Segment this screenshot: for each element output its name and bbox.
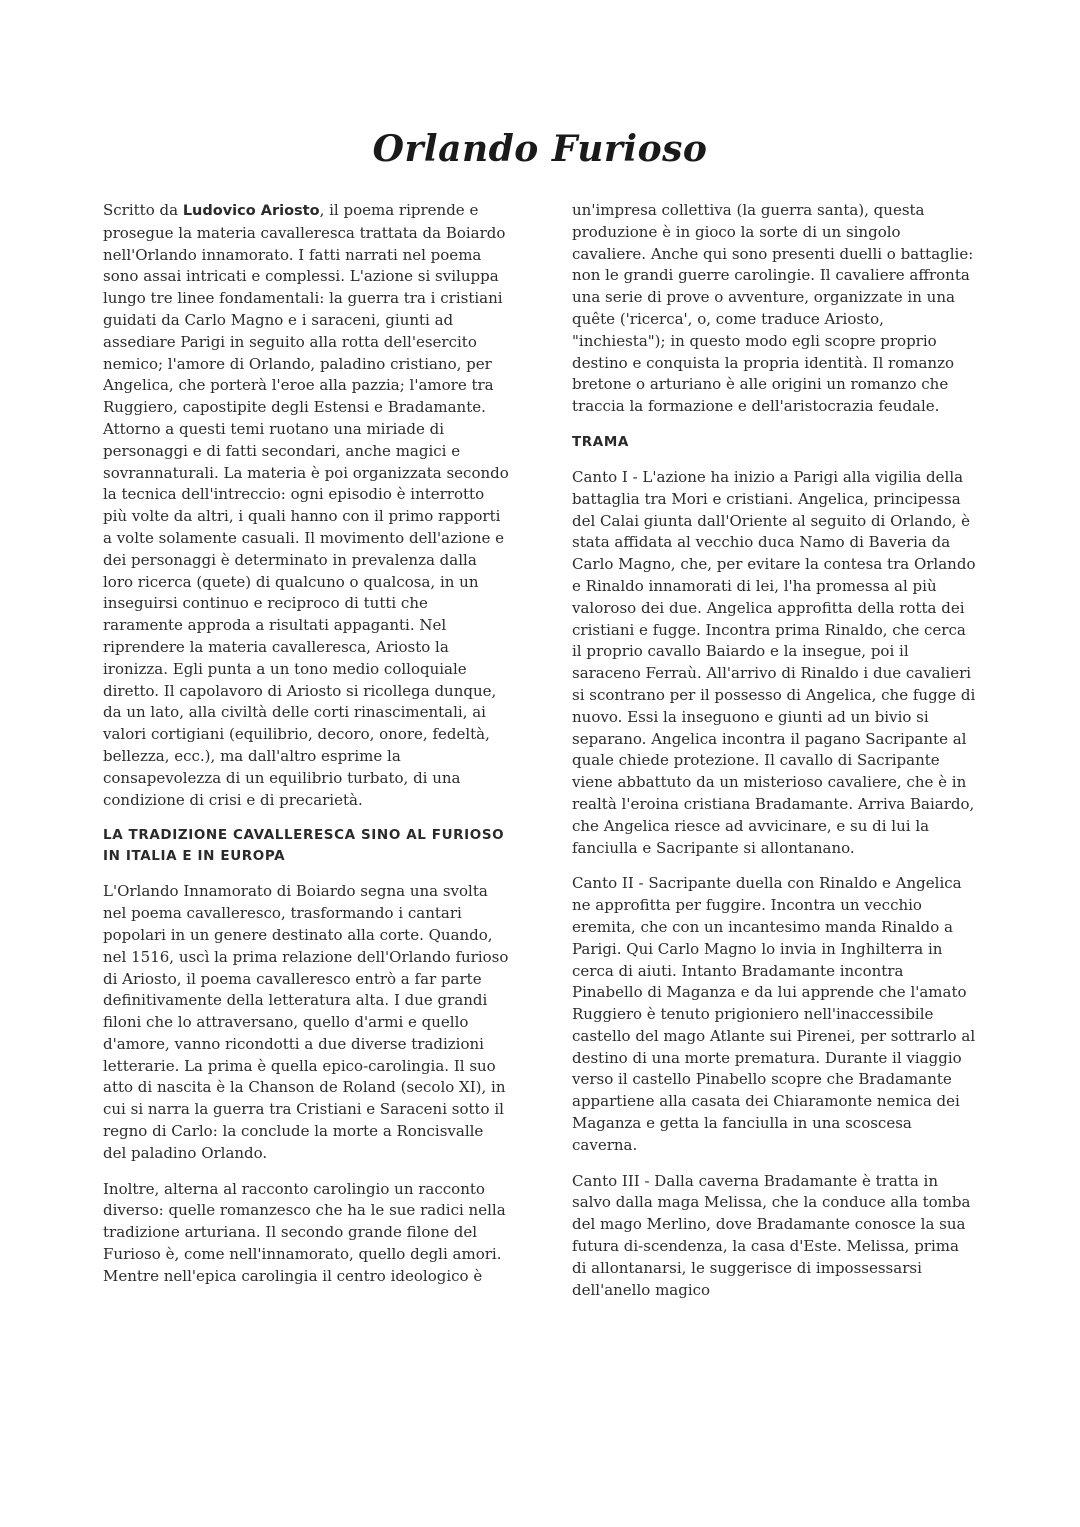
intro-body: , il poema riprende e prosegue la materia cavalleresca trattata da Boiardo nell'Orlando innamorato. I fatti narrati nel poema sono assai intricati e complessi. L'azione si sviluppa lungo tre linee fondamentali: la guerra tra i cristiani guidati da Carlo Magno e i saraceni, giunti ad assediare Parigi in seguito alla rotta dell'esercito nemico; l'amore di Orlando, paladino cristiano, per Angelica, che porterà l'eroe alla pazzia; l'amore tra Ruggiero, capostipite degli Estensi e Bradamante. Attorno a questi temi ruotano una miriade di personaggi e di fatti secondari, anche magici e sovrannaturali. La materia è poi organizzata secondo la tecnica dell'intreccio: ogni episodio è interrotto più volte da altri, i quali hanno con il primo rapporti a volte solamente casuali. Il movimento dell'azione e dei personaggi è determinato in prevalenza dalla loro ricerca (quete) di qualcuno o qualcosa, in un inseguirsi continuo e reciproco di tutti che raramente approda a risultati appaganti. Nel riprendere la materia cavalleresca, Ariosto la ironizza. Egli punta a un tono medio colloquiale diretto. Il capolavoro di Ariosto si ricollega dunque, da un lato, alla civiltà delle corti rinascimentali, ai valori cortigiani (equilibrio, decoro, onore, fedeltà, bellezza, ecc.), ma dall'altro esprime la consapevolezza di un equilibrio turbato, di una condizione di crisi e di precarietà. <box>103 201 509 809</box>
canto-3-paragraph: Canto III - Dalla caverna Bradamante è tratta in salvo dalla maga Melissa, che la conduce alla tomba del mago Merlino, dove Bradamante conosce la sua futura di-scendenza, la casa d'Este. Melissa, prima di allontanarsi, le suggerisce di impossessarsi dell'anello magico <box>572 1171 971 1299</box>
tradizione-paragraph: L'Orlando Innamorato di Boiardo segna una svolta nel poema cavalleresco, trasformando i cantari popolari in un genere destinato alla corte. Quando, nel 1516, uscì la prima relazione dell'Orlando furioso di Ariosto, il poema cavalleresco entrò a far parte definitivamente della letteratura alta. I due grandi filoni che lo attraversano, quello d'armi e quello d'amore, vanno ricondotti a due diverse tradizioni letterarie. La prima è quella epico-carolingia. Il suo atto di nascita è la Chanson de Roland (secolo XI), in cui si narra la guerra tra Cristiani e Saraceni sotto il regno di Carlo: la conclude la morte a Roncisvalle del paladino Orlando. <box>103 882 509 1162</box>
romanzesco-paragraph: Inoltre, alterna al racconto carolingio un racconto diverso: quelle romanzesco che ha le sue radici nella tradizione arturiana. Il secondo grande filone del Furioso è, come nell'innamorato, quello degli amori. Mentre nell'epica carolingia il centro ideologico è <box>103 1179 506 1285</box>
page-title: Orlando Furioso <box>372 128 708 170</box>
intro-prefix: Scritto da <box>103 201 183 219</box>
arturiano-paragraph: un'impresa collettiva (la guerra santa), questa produzione è in gioco la sorte di un singolo cavaliere. Anche qui sono presenti duelli o battaglie: non le grandi guerre carolingie. Il cavaliere affronta una serie di prove o avventure, organizzate in una quête ('ricerca', o, come traduce Ariosto, "inchiesta"); in questo modo egli scopre proprio destino e conquista la propria identità. Il romanzo bretone o arturiano è alle origini un romanzo che traccia la formazione e dell'aristocrazia feudale. <box>572 201 974 416</box>
author-name: Ludovico Ariosto <box>182 203 320 219</box>
canto-1-paragraph: Canto I - L'azione ha inizio a Parigi alla vigilia della battaglia tra Mori e cristiani. Angelica, principessa del Calai giunta dall'Oriente al seguito di Orlando, è stata affidata al vecchio duca Namo di Baveria da Carlo Magno, che, per evitare la contesa tra Orlando e Rinaldo innamorati di lei, l'ha promessa al più valoroso dei due. Angelica approfitta della rotta dei cristiani e fugge. Incontra prima Rinaldo, che cerca il proprio cavallo Baiardo e la insegue, poi il saraceno Ferraù. All'arrivo di Rinaldo i due cavalieri si scontrano per il possesso di Angelica, che fugge di nuovo. Essi la inseguono e giunti ad un bivio si separano. Angelica incontra il pagano Sacripante al quale chiede protezione. Il cavallo di Sacripante viene abbattuto da un misterioso cavaliere, che è in realtà l'eroina cristiana Bradamante. Arriva Baiardo, che Angelica riesce ad avvicinare, e su di lui la fanciulla e Sacripante si allontanano. <box>572 467 976 857</box>
section-heading-trama: TRAMA <box>572 433 629 450</box>
left-column <box>103 200 509 1288</box>
canto-2-paragraph: Canto II - Sacripante duella con Rinaldo e Angelica ne approfitta per fuggire. Incontra un vecchio eremita, che con un incantesimo manda Rinaldo a Parigi. Qui Carlo Magno lo invia in Inghilterra in cerca di aiuti. Intanto Bradamante incontra Pinabello di Maganza e da lui apprende che l'amato Ruggiero è tenuto prigioniero nell'inaccessibile castello del mago Atlante sui Pirenei, per sottrarlo al destino di una morte prematura. Durante il viaggio verso il castello Pinabello scopre che Bradamante appartiene alla casata dei Chiaramonte nemica dei Maganza e getta la fanciulla in una scoscesa caverna. <box>572 874 976 1154</box>
right-column <box>572 200 978 1301</box>
intro-paragraph <box>103 200 509 811</box>
section-heading-tradizione: LA TRADIZIONE CAVALLERESCA SINO AL FURIOSO IN ITALIA E IN EUROPA <box>103 827 505 865</box>
